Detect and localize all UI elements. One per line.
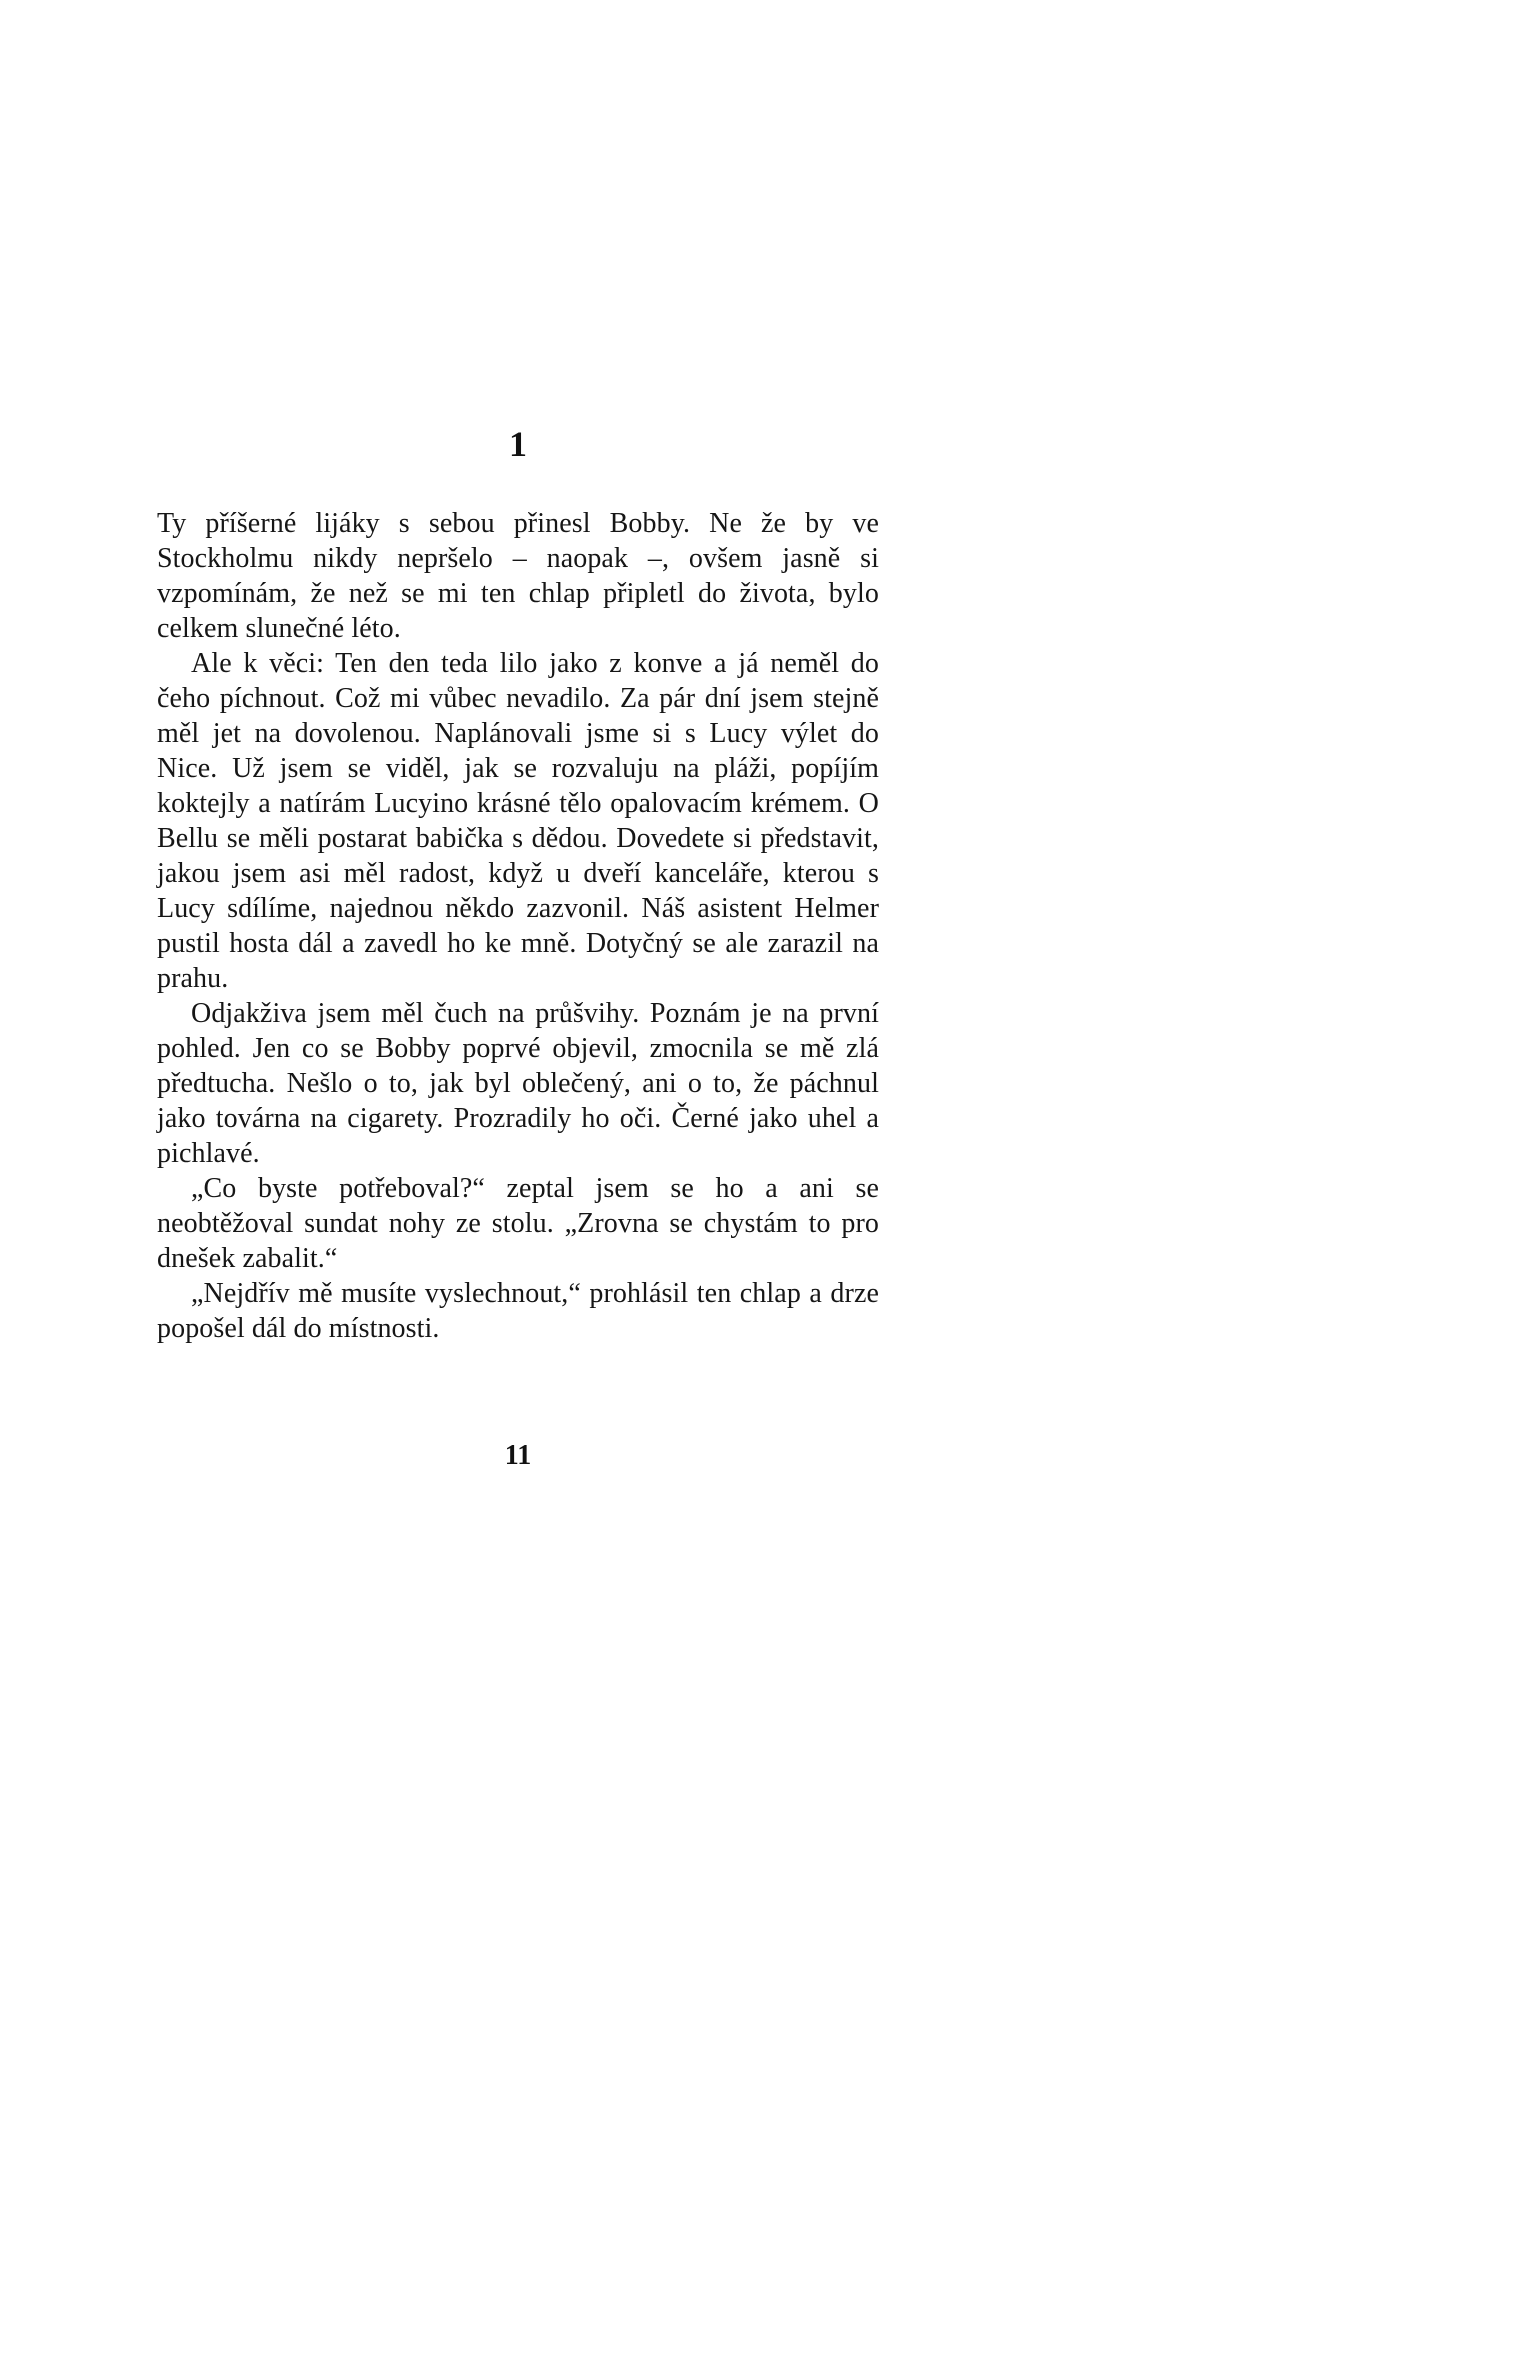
body-text [157,506,879,1346]
page-number: 11 [504,1440,532,1471]
paragraph-5: „Nejdřív mě musíte vyslechnout,“ prohlásil ten chlap a drze popošel dál do místnosti. [157,1278,879,1344]
paragraph-2: Ale k věci: Ten den teda lilo jako z konve a já neměl do čeho píchnout. Což mi vůbec nevadilo. Za pár dní jsem stejně měl jet na dovolenou. Naplánovali jsme si s Lucy výlet do Nice. Už jsem se viděl, jak se rozvaluju na pláži, popíjím koktejly a natírám Lucyino krásné tělo opalovacím krémem. O Bellu se měli postarat babička s dědou. Dovedete si představit, jakou jsem asi měl radost, když u dveří kanceláře, kterou s Lucy sdílíme, najednou někdo zazvonil. Náš asistent Helmer pustil hosta dál a zavedl ho ke mně. Dotyčný se ale zarazil na prahu. [157,648,879,994]
paragraph-4: „Co byste potřeboval?“ zeptal jsem se ho a ani se neobtěžoval sundat nohy ze stolu. „Zrovna se chystám to pro dnešek zabalit.“ [157,1173,879,1274]
text-block [157,420,879,1346]
paragraph-3: Odjakživa jsem měl čuch na průšvihy. Poznám je na první pohled. Jen co se Bobby poprvé objevil, zmocnila se mě zlá předtucha. Nešlo o to, jak byl oblečený, ani o to, že páchnul jako továrna na cigarety. Prozradily ho oči. Černé jako uhel a pichlavé. [157,998,879,1169]
paragraph-1: Ty příšerné lijáky s sebou přinesl Bobby. Ne že by ve Stockholmu nikdy nepršelo – naopak –, ovšem jasně si vzpomínám, že než se mi ten chlap připletl do života, bylo celkem slunečné léto. [157,508,879,644]
chapter-number: 1 [509,424,527,464]
